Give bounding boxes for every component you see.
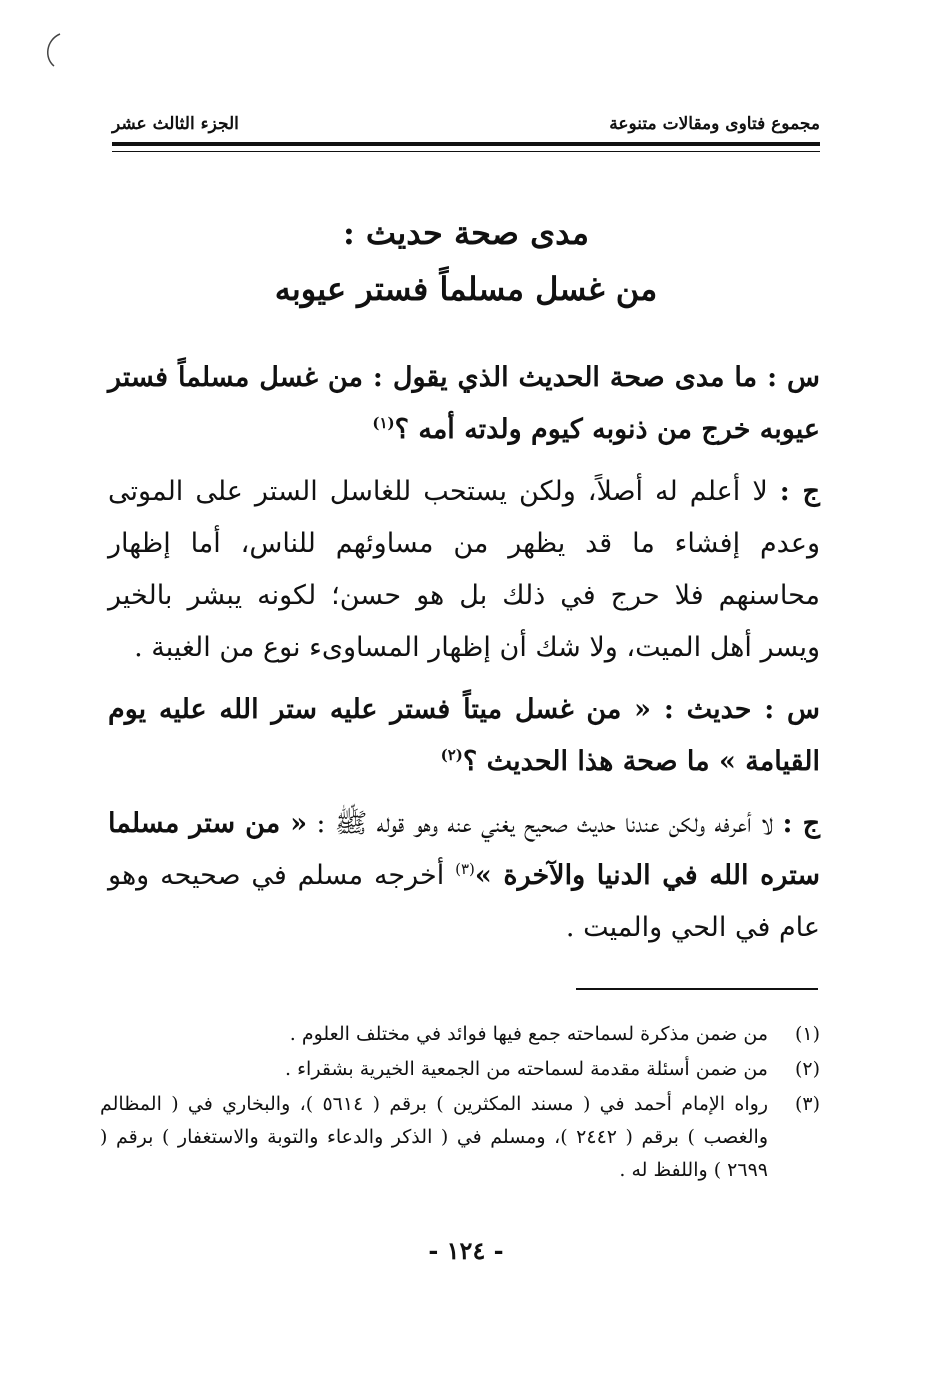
title-line-1: مدى صحة حديث :	[342, 214, 590, 252]
article-title	[112, 205, 820, 317]
question-label: س :	[764, 694, 820, 725]
footnote-number: (٢)	[794, 1058, 820, 1080]
answer-label: ج :	[779, 476, 820, 507]
question-1	[108, 352, 820, 456]
footnote-ref-3: (٣)	[455, 860, 475, 878]
header-rule-thick	[112, 142, 820, 146]
footnote-ref-2: (٢)	[440, 746, 463, 764]
answer-2	[108, 798, 820, 954]
footnotes	[100, 1018, 820, 1189]
page-number: - ١٢٤ -	[428, 1236, 504, 1265]
answer-text-continued: أخرجه مسلم في صحيحه وهو عام في الحي والميت .	[108, 860, 820, 943]
article-body	[108, 352, 820, 964]
footnote-2	[100, 1053, 820, 1086]
footnote-number: (٣)	[794, 1093, 820, 1115]
book-title: مجموع فتاوى ومقالات متنوعة	[609, 114, 820, 134]
running-header	[112, 108, 820, 138]
footnote-3	[100, 1088, 820, 1187]
footnote-separator	[576, 988, 818, 990]
answer-text: لا أعرفه ولكن عندنا حديث صحيح يغني عنه وهو قوله ﷺ :	[316, 808, 774, 839]
question-text: ما مدى صحة الحديث الذي يقول : من غسل مسلماً فستر عيوبه خرج من ذنوبه كيوم ولدته أمه ؟	[108, 362, 820, 445]
answer-1	[108, 466, 820, 674]
answer-text: لا أعلم له أصلاً، ولكن يستحب للغاسل الستر على الموتى وعدم إفشاء ما قد يظهر من مساوئهم للناس، أما إظهار محاسنهم فلا حرج في ذلك بل هو حسن؛ لكونه يبشر بالخير ويسر أهل الميت، ولا شك أن إظهار المساوىء نوع من الغيبة .	[108, 476, 820, 663]
footnote-text: من ضمن أسئلة مقدمة لسماحته من الجمعية الخيرية بشقراء .	[285, 1058, 768, 1080]
question-2	[108, 684, 820, 788]
header-rule-thin	[112, 151, 820, 152]
scan-corner-mark	[38, 30, 68, 70]
footnote-text: من ضمن مذكرة لسماحته جمع فيها فوائد في مختلف العلوم .	[289, 1023, 768, 1045]
answer-label: ج :	[782, 808, 820, 839]
question-label: س :	[767, 362, 821, 393]
footnote-number: (١)	[794, 1023, 820, 1045]
volume-label: الجزء الثالث عشر	[112, 114, 239, 134]
hadith-quote: « من ستر مسلما ستره الله في الدنيا والآخرة »	[108, 808, 820, 891]
question-text: حديث : « من غسل ميتاً فستر عليه ستر الله عليه يوم القيامة » ما صحة هذا الحديث ؟	[108, 694, 820, 777]
footnote-1	[100, 1018, 820, 1051]
footnote-text: رواه الإمام أحمد في ( مسند المكثرين ) برقم ( ٥٦١٤ )، والبخاري في ( المظالم والغصب ) برقم ( ٢٤٤٢ )، ومسلم في ( الذكر والدعاء والتوبة والاستغفار ) برقم ( ٢٦٩٩ ) واللفظ له .	[100, 1093, 769, 1181]
footnote-ref-1: (١)	[372, 414, 395, 432]
title-line-2: من غسل مسلماً فستر عيوبه	[274, 270, 658, 308]
